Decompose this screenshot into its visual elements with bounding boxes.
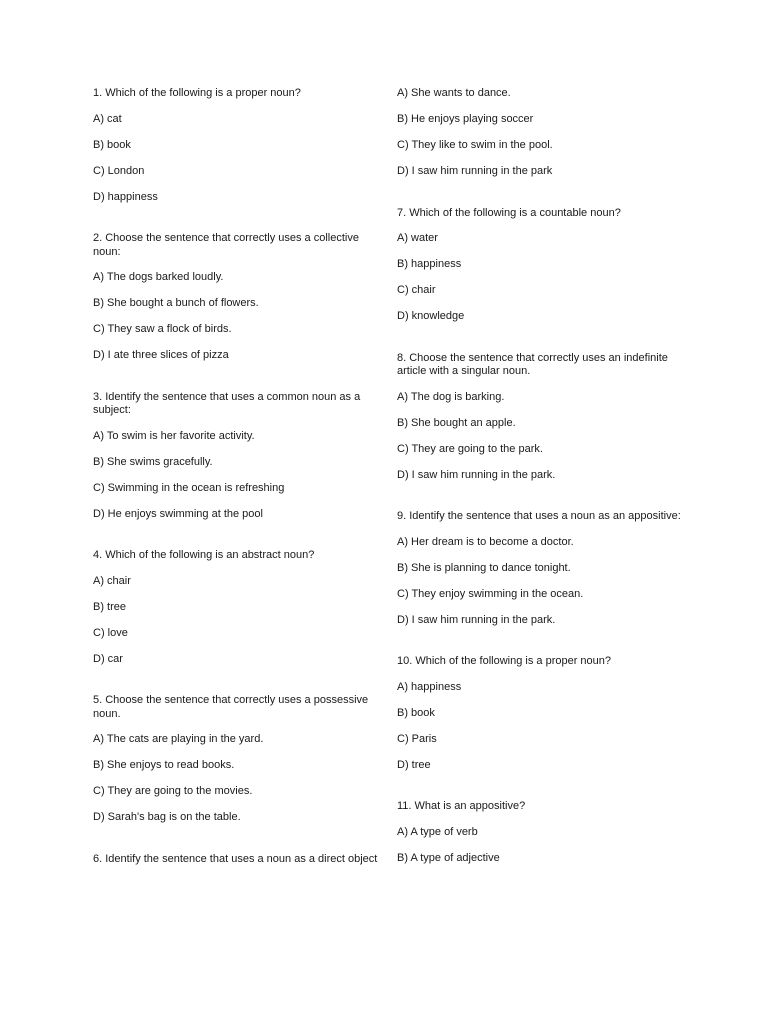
question-9: [397, 510, 687, 627]
answer-option: B) She bought a bunch of flowers.: [93, 297, 259, 309]
question-stem: 7. Which of the following is a countable noun?: [397, 206, 621, 219]
answer-option: A) To swim is her favorite activity.: [93, 429, 255, 442]
answer-option: B) happiness: [397, 258, 462, 270]
answer-option: D) happiness: [93, 190, 158, 203]
answer-option: A) cat: [93, 112, 122, 125]
question-stem: 2. Choose the sentence that correctly uses a collective noun:: [93, 232, 359, 258]
answer-option: A) The dogs barked loudly.: [93, 271, 224, 283]
answer-option: C) Swimming in the ocean is refreshing: [93, 481, 285, 494]
answer-option: D) tree: [397, 758, 431, 771]
question-5: [93, 694, 378, 825]
answer-option: C) They enjoy swimming in the ocean.: [397, 587, 584, 600]
question-1: [93, 87, 378, 204]
answer-option: D) He enjoys swimming at the pool: [93, 507, 263, 520]
answer-option: A) The cats are playing in the yard.: [93, 733, 264, 745]
answer-option: C) They are going to the movies.: [93, 785, 253, 797]
answer-option: C) Paris: [397, 732, 437, 745]
question-stem: 1. Which of the following is a proper noun?: [93, 87, 301, 99]
question-6: [93, 853, 378, 867]
answer-option: B) tree: [93, 600, 127, 613]
answer-option: D) I saw him running in the park.: [397, 613, 556, 626]
question-2: [93, 232, 378, 363]
question-10: [397, 655, 687, 772]
answer-option: C) They saw a flock of birds.: [93, 323, 232, 335]
answer-option: A) She wants to dance.: [397, 87, 511, 99]
question-4: [93, 549, 378, 666]
answer-option: C) chair: [397, 284, 436, 296]
question-stem: 6. Identify the sentence that uses a noun as a direct object: [93, 852, 378, 865]
question-stem: 11. What is an appositive?: [397, 800, 526, 812]
question-7: [397, 207, 687, 324]
question-6-options: [397, 87, 687, 179]
right-column: [397, 87, 687, 893]
answer-option: A) Her dream is to become a doctor.: [397, 535, 574, 548]
question-stem: 5. Choose the sentence that correctly uses a possessive noun.: [93, 694, 369, 720]
question-3: [93, 391, 378, 522]
answer-option: A) happiness: [397, 680, 462, 693]
answer-option: B) book: [93, 138, 131, 151]
question-stem: 3. Identify the sentence that uses a common noun as a subject:: [93, 390, 361, 416]
question-stem: 4. Which of the following is an abstract noun?: [93, 549, 315, 561]
answer-option: D) knowledge: [397, 310, 465, 322]
answer-option: B) She bought an apple.: [397, 416, 516, 429]
question-8: [397, 352, 687, 483]
answer-option: B) He enjoys playing soccer: [397, 113, 534, 125]
question-stem: 8. Choose the sentence that correctly uses an indefinite article with a singular noun.: [397, 351, 668, 377]
answer-option: B) book: [397, 706, 435, 719]
question-11: [397, 800, 687, 865]
answer-option: D) Sarah's bag is on the table.: [93, 811, 241, 823]
answer-option: A) The dog is barking.: [397, 390, 505, 403]
answer-option: D) I saw him running in the park: [397, 165, 553, 177]
answer-option: C) love: [93, 626, 128, 639]
answer-option: C) They are going to the park.: [397, 442, 543, 455]
answer-option: A) A type of verb: [397, 825, 478, 838]
answer-option: A) water: [397, 232, 438, 244]
answer-option: D) car: [93, 652, 123, 665]
answer-option: D) I saw him running in the park.: [397, 468, 556, 481]
answer-option: C) London: [93, 164, 145, 177]
answer-option: B) She swims gracefully.: [93, 455, 213, 468]
answer-option: B) A type of adjective: [397, 851, 500, 864]
answer-option: D) I ate three slices of pizza: [93, 349, 229, 361]
question-stem: 10. Which of the following is a proper noun?: [397, 655, 612, 667]
answer-option: B) She is planning to dance tonight.: [397, 561, 571, 574]
answer-option: B) She enjoys to read books.: [93, 759, 235, 771]
left-column: [93, 87, 378, 894]
answer-option: A) chair: [93, 574, 131, 587]
question-stem: 9. Identify the sentence that uses a noun as an appositive:: [397, 510, 681, 522]
answer-option: C) They like to swim in the pool.: [397, 139, 553, 151]
